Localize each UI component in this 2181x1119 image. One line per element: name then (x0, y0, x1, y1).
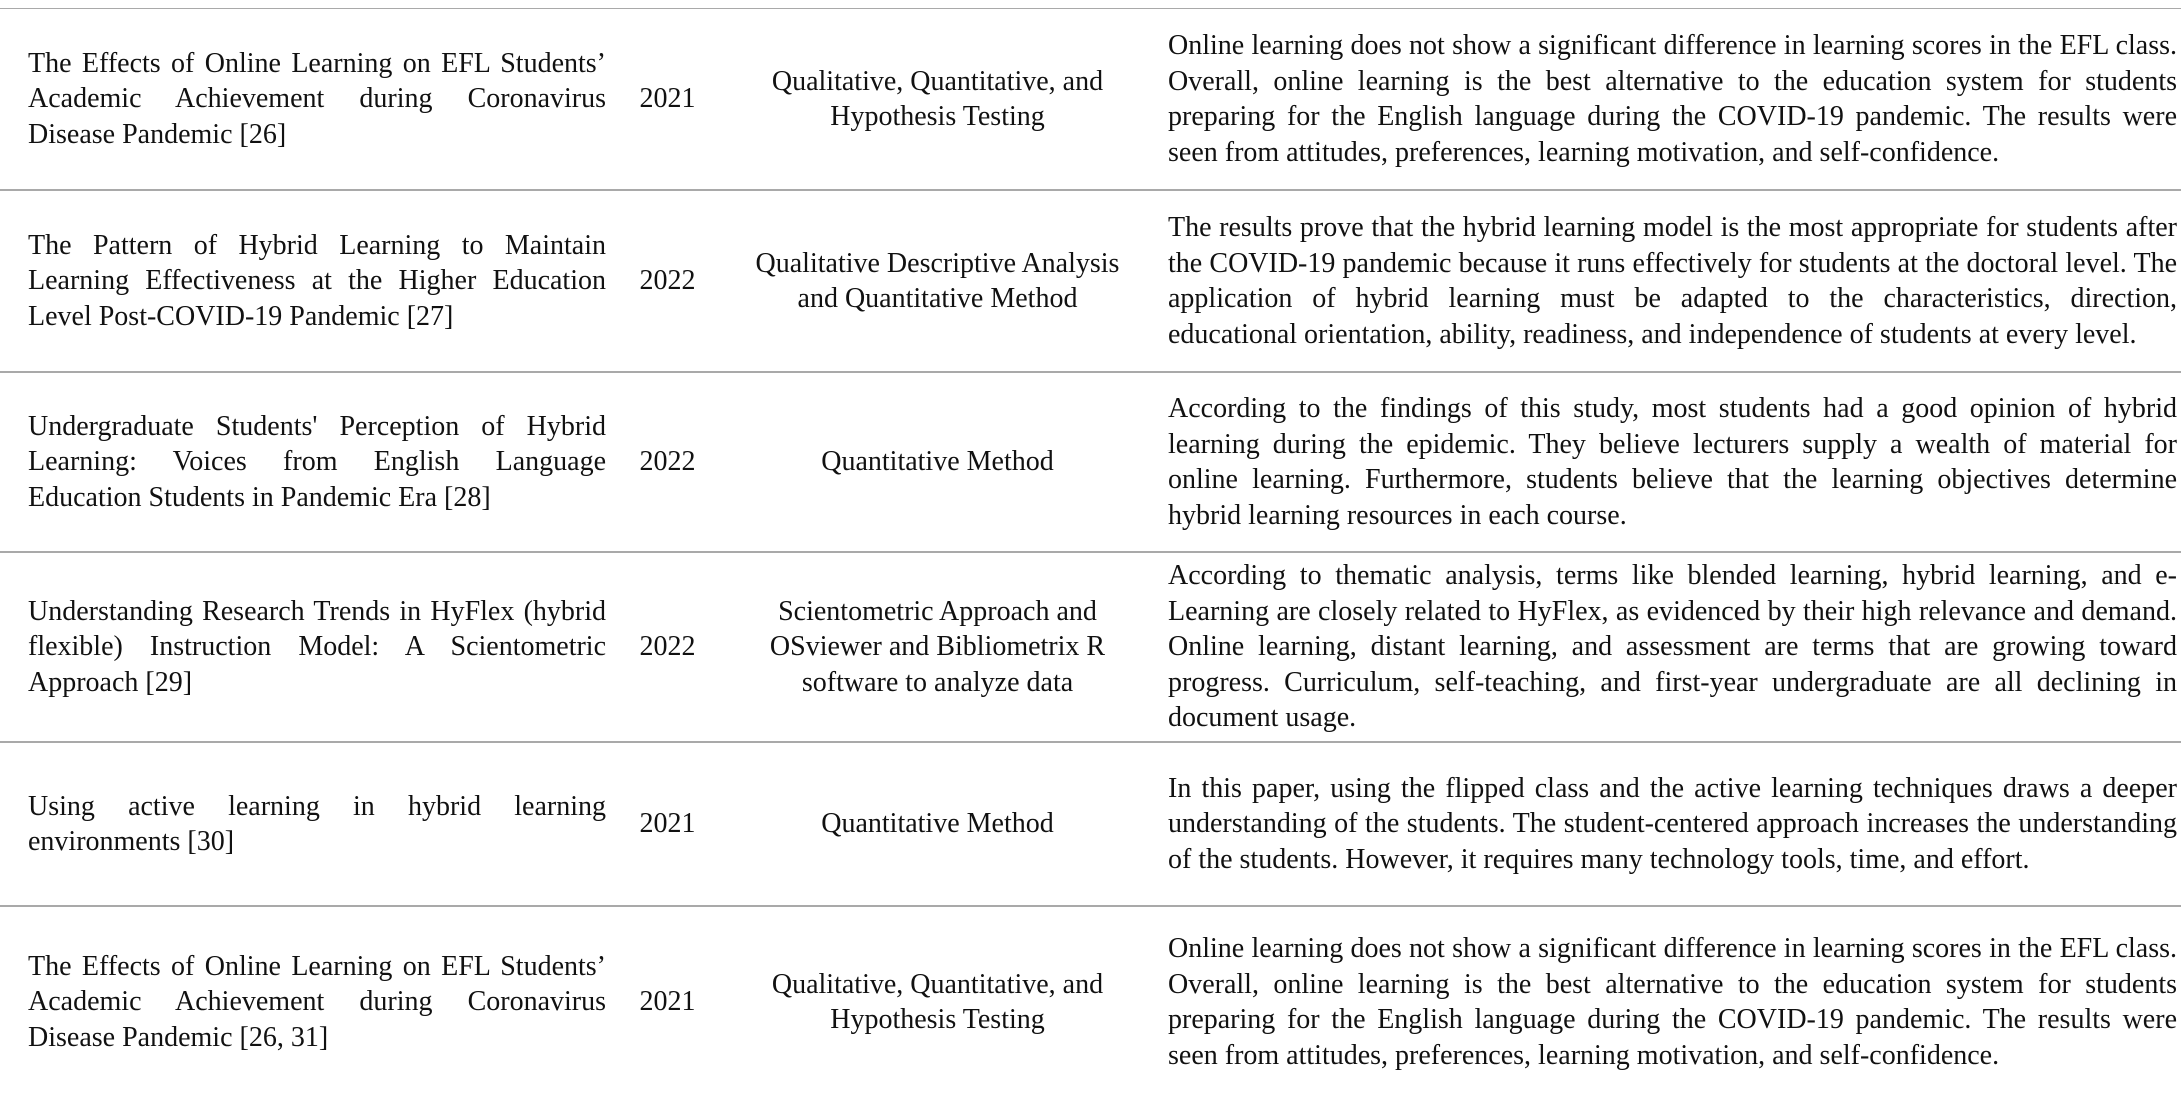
study-year: 2021 (639, 808, 696, 840)
method-cell (715, 552, 1160, 742)
study-result: Online learning does not show a significant difference in learning scores in the EFL class. Overall, online learning is the best alternative to the education system for students preparing for the English language during the COVID-19 pandemic. The results were seen from attitudes, preferences, learning motivation, and self-confidence. (1168, 933, 2177, 1071)
study-title-cell (0, 906, 620, 1097)
year-cell (620, 742, 715, 906)
study-method: Qualitative, Quantitative, and Hypothesis Testing (771, 968, 1104, 1035)
study-method: Qualitative, Quantitative, and Hypothesis Testing (771, 65, 1104, 132)
result-cell (1160, 190, 2181, 372)
table-row (0, 190, 2181, 372)
study-result: The results prove that the hybrid learning model is the most appropriate for students after the COVID-19 pandemic because it runs effectively for students at the doctoral level. The application of hybrid learning must be adapted to the characteristics, direction, educational orientation, ability, readiness, and independence of students at every level. (1168, 212, 2177, 350)
study-result: According to the findings of this study, most students had a good opinion of hybrid learning during the epidemic. They believe lecturers supply a wealth of material for online learning. Furthermore, students believe that the learning objectives determine hybrid learning resources in each course. (1168, 393, 2177, 531)
study-year: 2021 (639, 83, 696, 115)
study-title: The Effects of Online Learning on EFL Students’ Academic Achievement during Coronavirus Disease Pandemic [26] (28, 47, 606, 150)
study-method: Quantitative Method (821, 446, 1054, 478)
study-title-cell (0, 190, 620, 372)
study-title-cell (0, 9, 620, 191)
result-cell (1160, 9, 2181, 191)
study-title: Understanding Research Trends in HyFlex (hybrid flexible) Instruction Model: A Scientometric Approach [29] (28, 595, 606, 698)
year-cell (620, 906, 715, 1097)
study-title-cell (0, 372, 620, 552)
method-cell (715, 372, 1160, 552)
study-result: In this paper, using the flipped class and the active learning techniques draws a deeper understanding of the students. The student-centered approach increases the understanding of the students. However, it requires many technology tools, time, and effort. (1168, 772, 2177, 875)
study-method: Qualitative Descriptive Analysis and Quantitative Method (755, 247, 1120, 314)
method-cell (715, 906, 1160, 1097)
result-cell (1160, 906, 2181, 1097)
year-cell (620, 552, 715, 742)
year-cell (620, 372, 715, 552)
table-row (0, 906, 2181, 1097)
study-year: 2022 (639, 631, 696, 663)
result-cell (1160, 742, 2181, 906)
study-method: Quantitative Method (821, 808, 1054, 840)
table-row (0, 742, 2181, 906)
table-row (0, 552, 2181, 742)
study-title: The Effects of Online Learning on EFL Students’ Academic Achievement during Coronavirus Disease Pandemic [26, 31] (28, 950, 606, 1053)
study-method: Scientometric Approach and OSviewer and Bibliometrix R software to analyze data (769, 595, 1106, 698)
study-result: Online learning does not show a significant difference in learning scores in the EFL class. Overall, online learning is the best alternative to the education system for students preparing for the English language during the COVID-19 pandemic. The results were seen from attitudes, preferences, learning motivation, and self-confidence. (1168, 30, 2177, 168)
study-result: According to thematic analysis, terms like blended learning, hybrid learning, and e-Learning are closely related to HyFlex, as evidenced by their high relevance and demand. Online learning, distant learning, and assessment are terms that are growing toward progress. Curriculum, self-teaching, and first-year undergraduate are all declining in document usage. (1168, 560, 2177, 734)
year-cell (620, 190, 715, 372)
study-year: 2021 (639, 986, 696, 1018)
method-cell (715, 9, 1160, 191)
study-title-cell (0, 742, 620, 906)
literature-review-table (0, 8, 2181, 1097)
study-title: Undergraduate Students' Perception of Hybrid Learning: Voices from English Language Education Students in Pandemic Era [28] (28, 410, 606, 513)
study-title: Using active learning in hybrid learning environments [30] (28, 790, 606, 857)
table-row (0, 372, 2181, 552)
method-cell (715, 190, 1160, 372)
result-cell (1160, 372, 2181, 552)
study-title-cell (0, 552, 620, 742)
study-title: The Pattern of Hybrid Learning to Maintain Learning Effectiveness at the Higher Education Level Post-COVID-19 Pandemic [27] (28, 229, 606, 332)
method-cell (715, 742, 1160, 906)
study-year: 2022 (639, 446, 696, 478)
year-cell (620, 9, 715, 191)
table-row (0, 9, 2181, 191)
study-year: 2022 (639, 265, 696, 297)
result-cell (1160, 552, 2181, 742)
